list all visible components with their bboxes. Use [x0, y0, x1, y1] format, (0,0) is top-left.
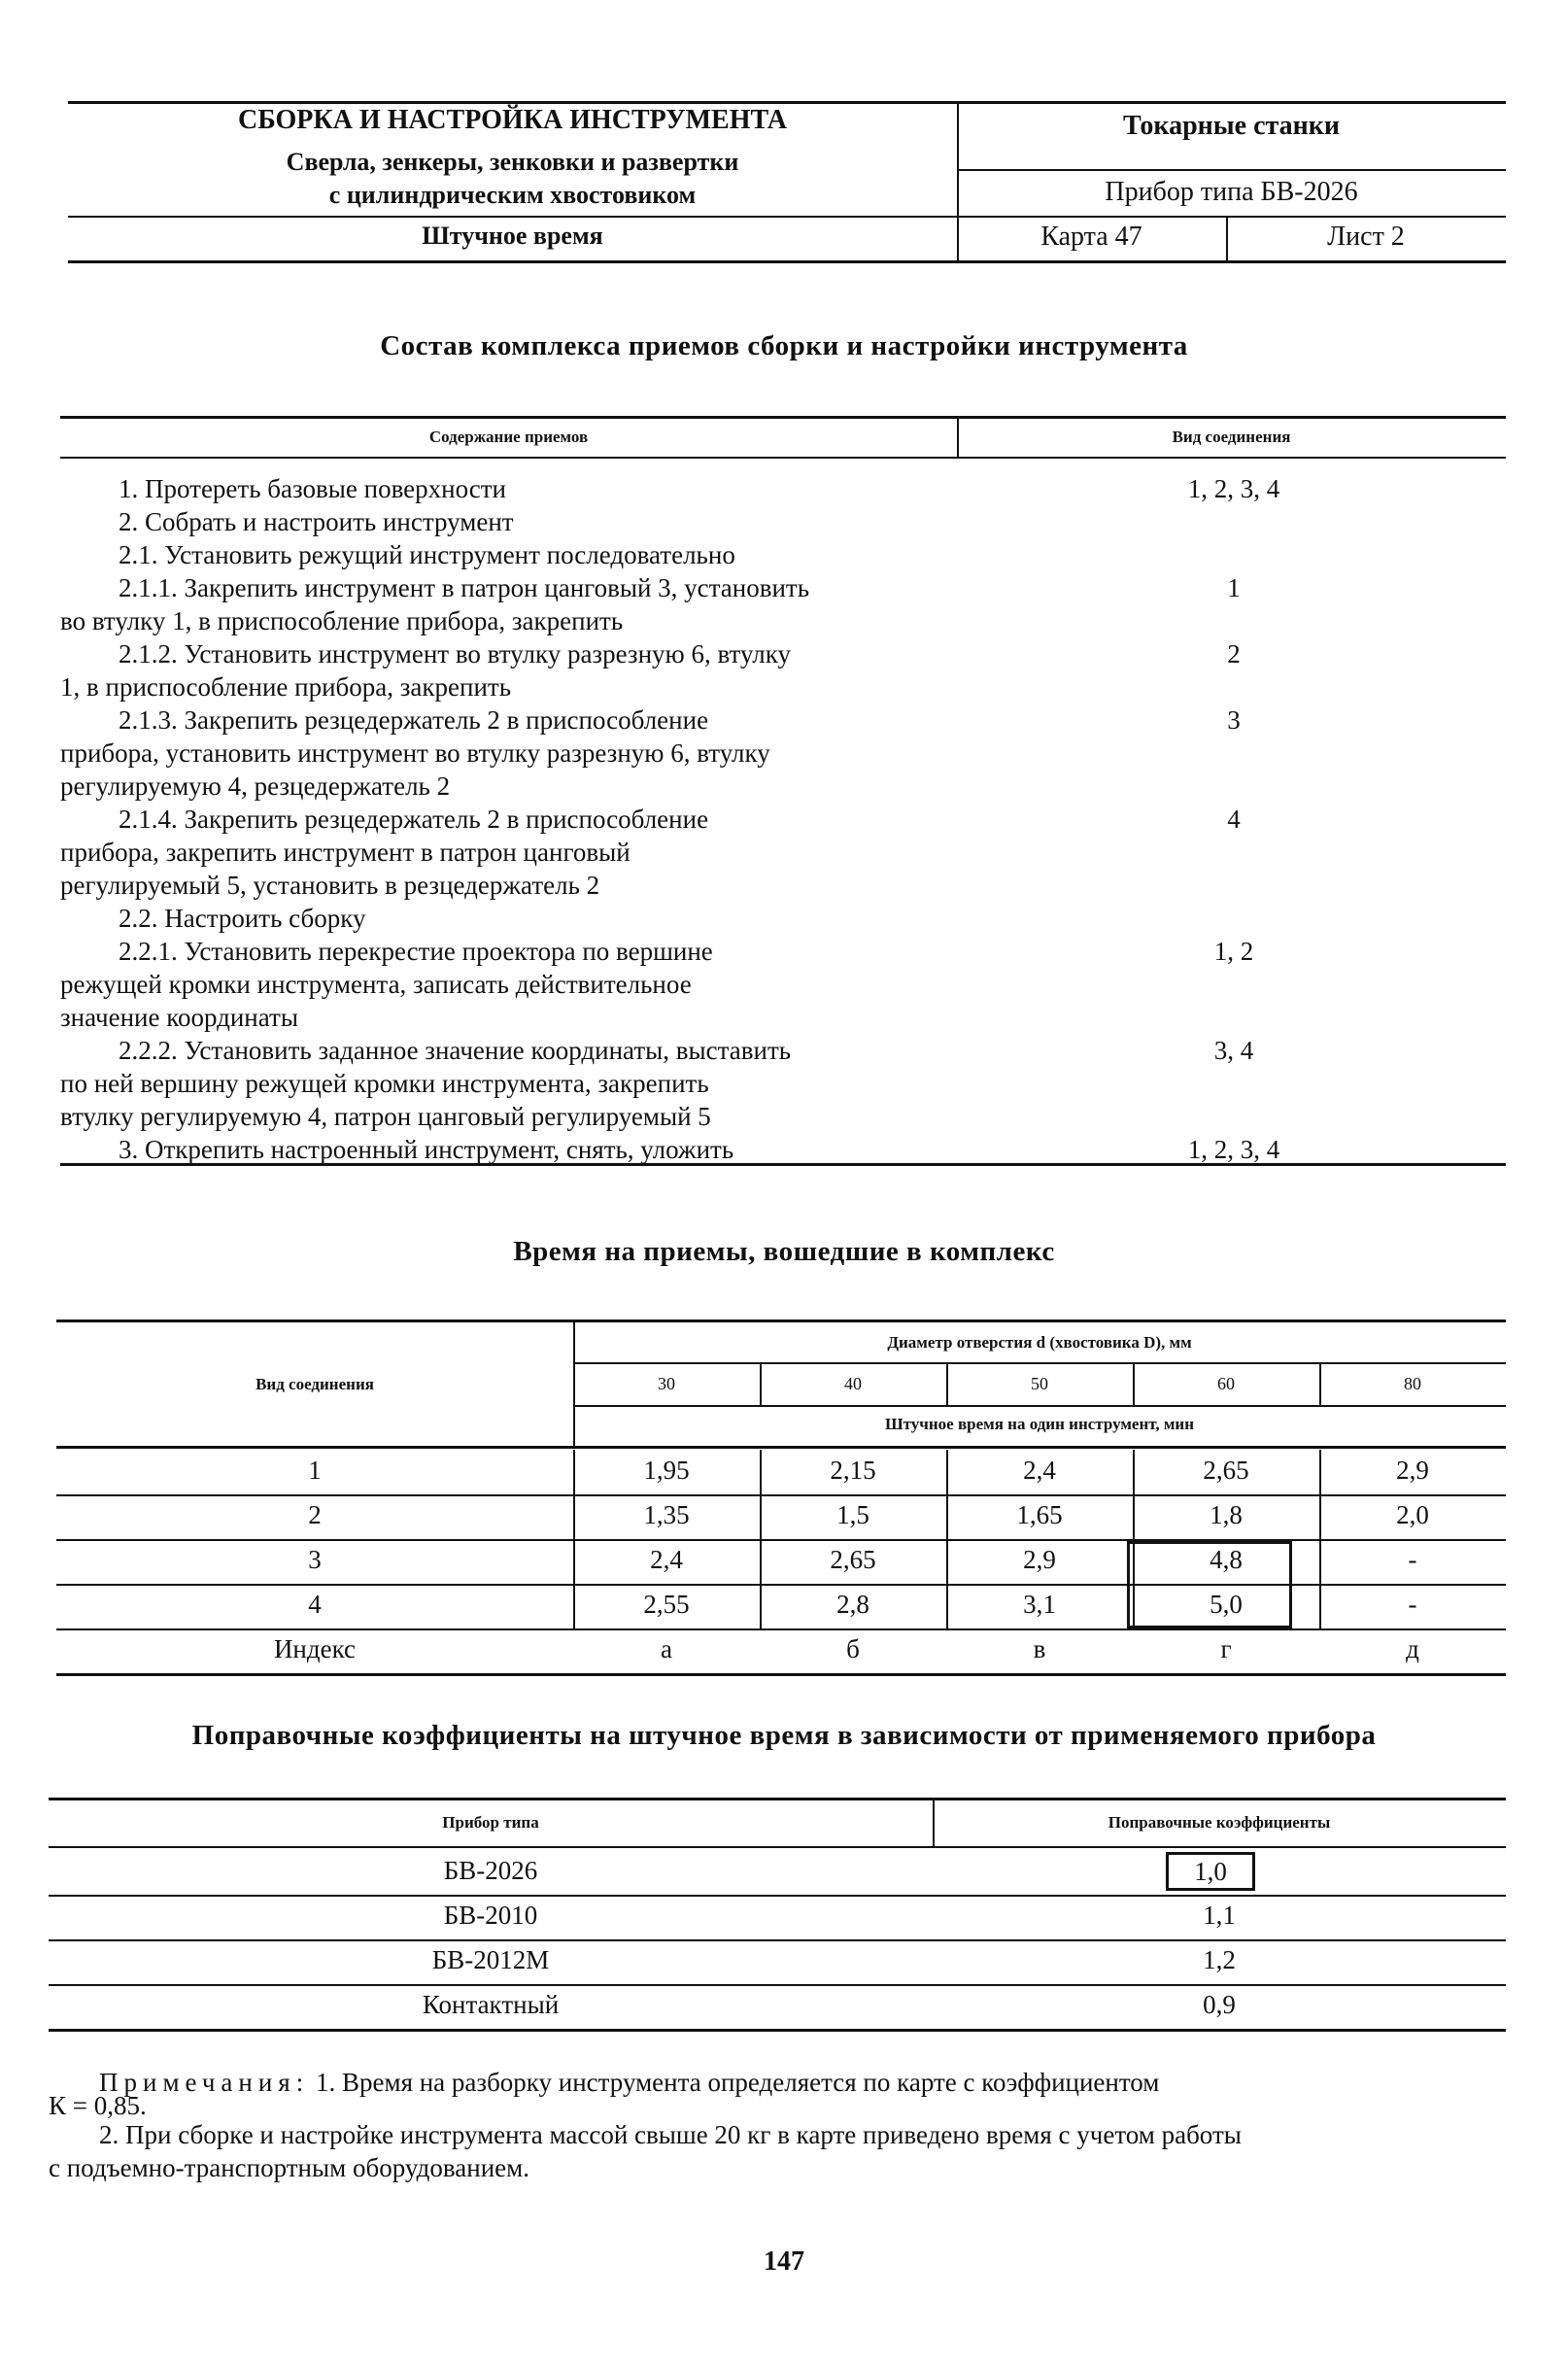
- time-row-cell: 1,5: [836, 1500, 869, 1529]
- device-cell: БВ-2026: [443, 1856, 538, 1885]
- diameter-col-divider: [1133, 1362, 1135, 1405]
- coef-cell: 0,9: [1203, 1990, 1236, 2019]
- header-subtitle-1: Сверла, зенкеры, зенковки и развертки: [286, 148, 739, 176]
- time-row-cell: 1,8: [1210, 1500, 1243, 1529]
- row-rule: [49, 2029, 1506, 2032]
- index-row-label: Индекс: [273, 1634, 357, 1663]
- step-line: 1. Протереть базовые поверхности: [119, 474, 507, 503]
- diameter-header-cell: 50: [1031, 1374, 1048, 1393]
- step-line: значение координаты: [60, 1003, 298, 1032]
- section3-top-rule: [49, 1798, 1506, 1800]
- time-row-cell: -: [1408, 1590, 1417, 1619]
- diameter-header-cell: 30: [658, 1374, 675, 1393]
- section1-col-content: Содержание приемов: [428, 428, 589, 446]
- time-row-cell: 2,0: [1396, 1500, 1429, 1529]
- section1-title: Состав комплекса приемов сборки и настройки инструмента: [380, 330, 1188, 361]
- section3-header-rule: [49, 1846, 1506, 1848]
- header-card-number: Карта 47: [1040, 222, 1142, 252]
- note-2: 2. При сборке и настройке инструмента массой свыше 20 кг в карте приведено время с учетом работы: [99, 2120, 1242, 2149]
- device-cell: БВ-2012М: [431, 1945, 550, 1974]
- section2-header-bottom-rule: [56, 1446, 1506, 1449]
- coef-cell: 1,0: [1166, 1852, 1255, 1891]
- section1-header-rule: [60, 457, 1506, 459]
- diameter-col-divider: [946, 1362, 948, 1405]
- time-row-cell: 2,4: [1023, 1456, 1056, 1485]
- step-line: 2.2.2. Установить заданное значение координаты, выставить: [119, 1036, 792, 1065]
- note-1-text: 1. Время на разборку инструмента определяется по карте с коэффициентом: [315, 2068, 1160, 2097]
- section3-col-device: Прибор типа: [442, 1813, 539, 1832]
- note-1: [99, 2066, 1488, 2099]
- step-joint-value: 1: [1227, 573, 1241, 602]
- row-rule: [49, 1895, 1506, 1897]
- step-line: 1, в приспособление прибора, закрепить: [60, 672, 512, 702]
- section2-time-rule: [573, 1405, 1506, 1407]
- index-row-cell: б: [846, 1634, 860, 1663]
- step-line: регулируемую 4, резцедержатель 2: [60, 771, 451, 801]
- time-row-label: 2: [308, 1500, 322, 1529]
- time-row-label: 3: [308, 1545, 322, 1574]
- step-line: 2.1.4. Закрепить резцедержатель 2 в приспособление: [119, 805, 709, 834]
- step-line: 2.1. Установить режущий инструмент последовательно: [119, 540, 735, 569]
- header-left-rule: [68, 216, 957, 218]
- header-machine-type: Токарные станки: [1122, 111, 1341, 141]
- header-title: СБОРКА И НАСТРОЙКА ИНСТРУМЕНТА: [237, 105, 788, 135]
- body-col-divider: [946, 1450, 948, 1628]
- time-row-cell: 5,0: [1210, 1590, 1243, 1619]
- time-row-cell: 2,65: [830, 1545, 876, 1574]
- coef-cell: 1,2: [1203, 1945, 1236, 1974]
- step-joint-value: 1, 2: [1213, 937, 1254, 966]
- note-1-cont: К = 0,85.: [49, 2091, 147, 2120]
- time-row-label: 4: [308, 1590, 322, 1619]
- time-row-cell: 1,65: [1016, 1500, 1063, 1529]
- time-row-cell: 4,8: [1210, 1545, 1243, 1574]
- time-row-cell: 2,15: [830, 1456, 876, 1485]
- time-row-cell: 1,35: [643, 1500, 690, 1529]
- step-joint-value: 1, 2, 3, 4: [1187, 1135, 1280, 1164]
- device-cell: БВ-2010: [443, 1901, 538, 1930]
- section1-col-joint: Вид соединения: [1172, 428, 1291, 446]
- header-device-type: Прибор типа БВ-2026: [1105, 177, 1358, 207]
- time-row-label: 1: [308, 1456, 322, 1485]
- time-row-cell: 2,65: [1203, 1456, 1249, 1485]
- notes-label: Примечания:: [99, 2068, 310, 2097]
- body-col-divider: [760, 1450, 762, 1628]
- step-line: 2.1.1. Закрепить инструмент в патрон цанговый 3, установить: [119, 573, 810, 602]
- header-time-label: Штучное время: [422, 222, 603, 250]
- diameter-col-divider: [760, 1362, 762, 1405]
- page-number: 147: [764, 2246, 804, 2277]
- header-right-rule-2: [957, 216, 1506, 218]
- step-line: режущей кромки инструмента, записать действительное: [60, 970, 692, 999]
- time-row-cell: 2,4: [650, 1545, 683, 1574]
- step-line: 2.2.1. Установить перекрестие проектора по вершине: [119, 937, 713, 966]
- step-line: 2.1.3. Закрепить резцедержатель 2 в приспособление: [119, 705, 709, 735]
- step-joint-value: 1, 2, 3, 4: [1187, 474, 1280, 503]
- header-subtitle-2: с цилиндрическим хвостовиком: [328, 181, 697, 209]
- header-sheet-number: Лист 2: [1327, 222, 1405, 252]
- section1-top-rule: [60, 416, 1506, 419]
- step-line: 2.2. Настроить сборку: [119, 904, 366, 933]
- row-rule: [49, 1984, 1506, 1986]
- row-rule: [56, 1494, 1506, 1496]
- step-line: втулку регулируемую 4, патрон цанговый регулируемый 5: [60, 1102, 711, 1131]
- note-2-cont: с подъемно-транспортным оборудованием.: [49, 2153, 529, 2182]
- highlight-box: [1127, 1541, 1292, 1628]
- time-row-cell: 2,8: [836, 1590, 869, 1619]
- body-col-divider: [1319, 1450, 1321, 1628]
- body-col-divider: [573, 1450, 575, 1628]
- row-rule: [49, 1939, 1506, 1941]
- step-line: прибора, закрепить инструмент в патрон цанговый: [60, 838, 631, 867]
- step-line: регулируемый 5, установить в резцедержатель 2: [60, 871, 600, 900]
- section3-col-coef: Поправочные коэффициенты: [1108, 1813, 1331, 1832]
- step-line: 2.1.2. Установить инструмент во втулку разрезную 6, втулку: [119, 639, 791, 668]
- step-line: 3. Открепить настроенный инструмент, снять, уложить: [119, 1135, 734, 1164]
- index-row-cell: д: [1406, 1634, 1419, 1663]
- coef-cell: 1,1: [1203, 1901, 1236, 1930]
- time-row-cell: 2,55: [643, 1590, 690, 1619]
- header-bottom-rule: [68, 260, 1506, 263]
- step-line: прибора, установить инструмент во втулку разрезную 6, втулку: [60, 738, 770, 768]
- diameter-header-cell: 80: [1404, 1374, 1421, 1393]
- section2-diameter-header: Диаметр отверстия d (хвостовика D), мм: [887, 1333, 1192, 1352]
- row-rule: [56, 1673, 1506, 1676]
- index-row-cell: в: [1033, 1634, 1046, 1663]
- step-line: по ней вершину режущей кромки инструмента, закрепить: [60, 1069, 709, 1098]
- section2-time-header: Штучное время на один инструмент, мин: [884, 1415, 1195, 1433]
- diameter-header-cell: 60: [1217, 1374, 1235, 1393]
- device-cell: Контактный: [422, 1990, 560, 2019]
- section2-diameter-rule: [573, 1362, 1506, 1364]
- section2-col-joint: Вид соединения: [256, 1375, 374, 1393]
- time-row-cell: 2,9: [1023, 1545, 1056, 1574]
- step-joint-value: 3: [1227, 705, 1241, 735]
- index-row-cell: г: [1220, 1634, 1232, 1663]
- step-joint-value: 4: [1227, 805, 1241, 834]
- step-line: 2. Собрать и настроить инструмент: [119, 507, 514, 536]
- header-top-rule: [68, 101, 1506, 104]
- row-rule: [56, 1628, 1506, 1630]
- step-joint-value: 3, 4: [1213, 1036, 1254, 1065]
- diameter-col-divider: [1319, 1362, 1321, 1405]
- step-joint-value: 2: [1227, 639, 1241, 668]
- section1-bottom-rule: [60, 1163, 1506, 1166]
- time-row-cell: -: [1408, 1545, 1417, 1574]
- header-right-rule-1: [957, 169, 1506, 171]
- time-row-cell: 2,9: [1396, 1456, 1429, 1485]
- time-row-cell: 3,1: [1023, 1590, 1056, 1619]
- section3-title: Поправочные коэффициенты на штучное время в зависимости от применяемого прибора: [191, 1720, 1377, 1751]
- section2-title: Время на приемы, вошедшие в комплекс: [513, 1236, 1055, 1267]
- diameter-header-cell: 40: [844, 1374, 862, 1393]
- time-row-cell: 1,95: [643, 1456, 690, 1485]
- index-row-cell: а: [661, 1634, 672, 1663]
- step-line: во втулку 1, в приспособление прибора, закрепить: [60, 606, 624, 635]
- section2-top-rule: [56, 1320, 1506, 1322]
